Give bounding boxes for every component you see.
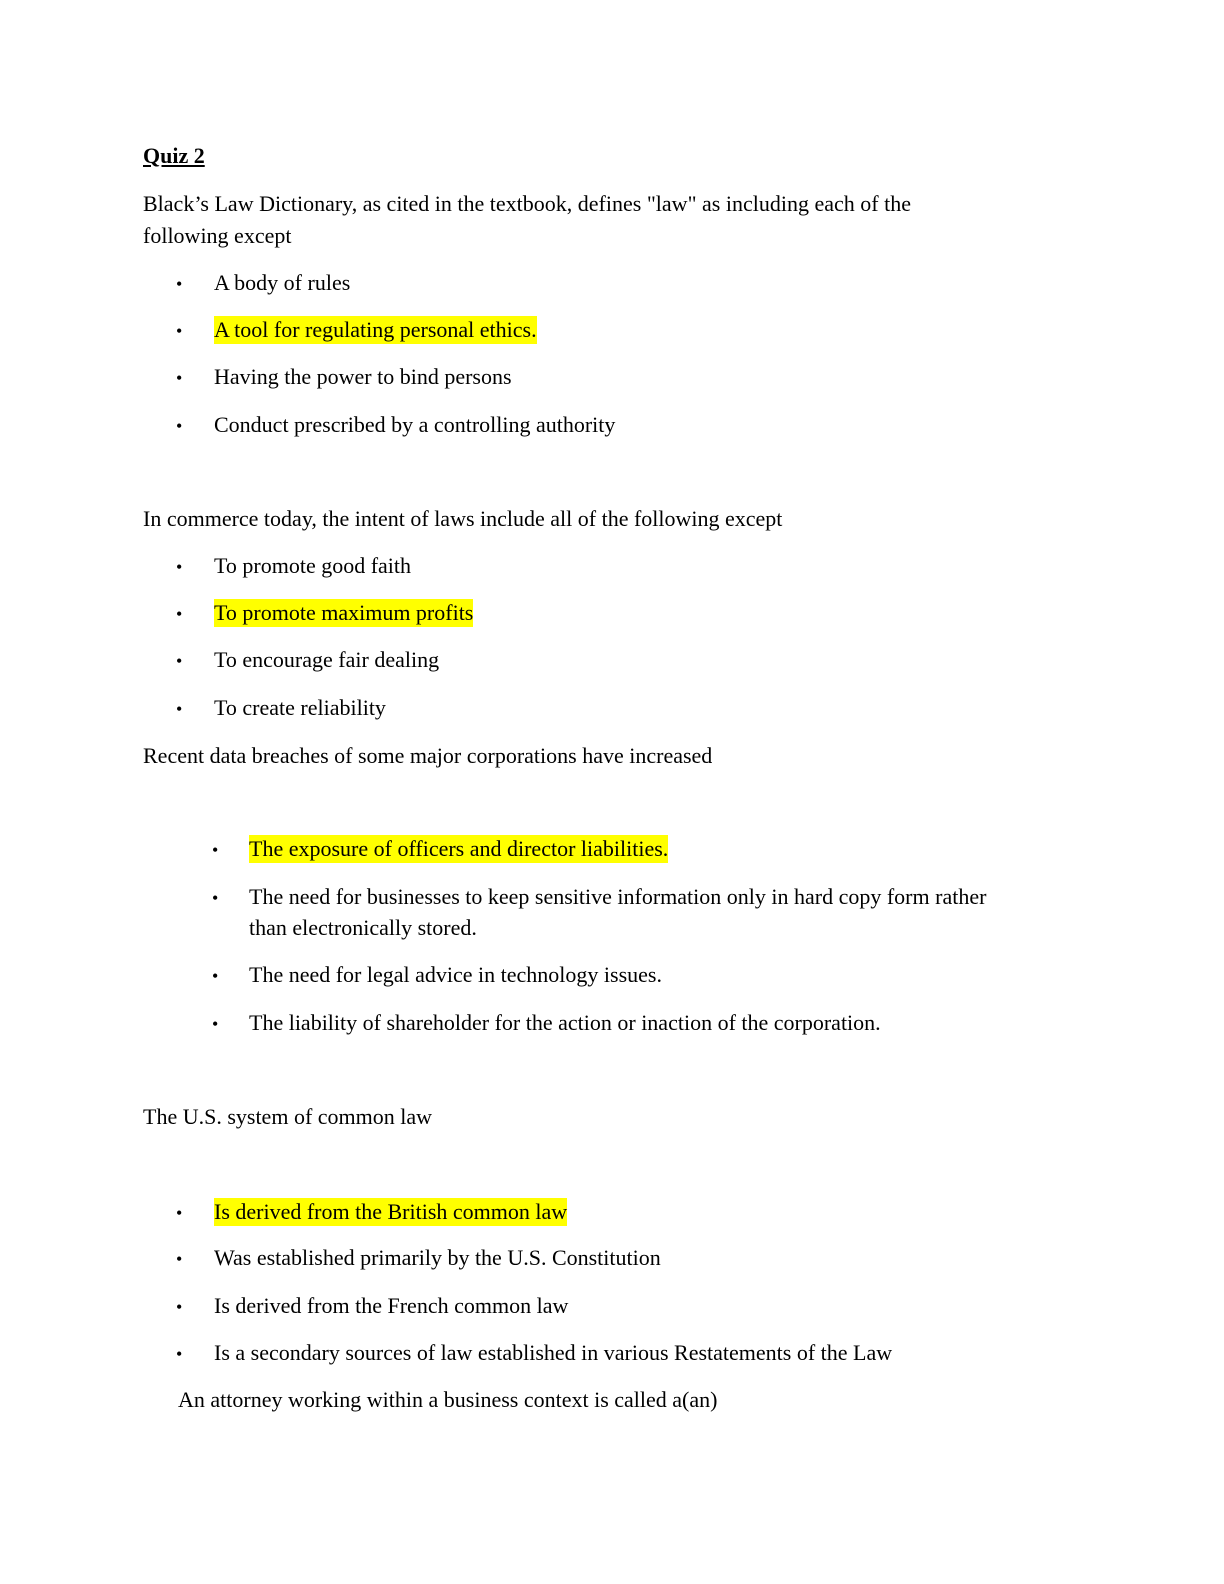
option-cont: than electronically stored. [249, 915, 477, 940]
question-3: Recent data breaches of some major corporations have increased [143, 743, 713, 768]
question-5: An attorney working within a business context is called a(an) [178, 1387, 718, 1412]
option: Is derived from the French common law [214, 1293, 569, 1318]
page-title: Quiz 2 [143, 143, 205, 168]
bullet-icon: • [176, 1249, 183, 1269]
bullet-icon: • [176, 321, 183, 341]
option: The liability of shareholder for the action or inaction of the corporation. [249, 1010, 881, 1035]
option-answer: To promote maximum profits [214, 600, 474, 625]
option: Having the power to bind persons [214, 364, 512, 389]
bullet-icon: • [212, 1014, 219, 1034]
bullet-icon: • [176, 274, 183, 294]
bullet-icon: • [176, 604, 183, 624]
question-1: Black’s Law Dictionary, as cited in the textbook, defines "law" as including each of the [143, 191, 911, 216]
bullet-icon: • [176, 1203, 183, 1223]
bullet-icon: • [176, 368, 183, 388]
bullet-icon: • [176, 557, 183, 577]
option: To encourage fair dealing [214, 647, 440, 672]
bullet-icon: • [176, 1297, 183, 1317]
bullet-icon: • [176, 416, 183, 436]
bullet-icon: • [212, 840, 219, 860]
bullet-icon: • [212, 888, 219, 908]
option: To promote good faith [214, 553, 412, 578]
option: The need for legal advice in technology issues. [249, 962, 662, 987]
option-answer: A tool for regulating personal ethics. [214, 317, 537, 342]
option: A body of rules [214, 270, 351, 295]
option: Was established primarily by the U.S. Constitution [214, 1245, 661, 1270]
option: The need for businesses to keep sensitive information only in hard copy form rather [249, 884, 987, 909]
option: Conduct prescribed by a controlling authority [214, 412, 616, 437]
bullet-icon: • [176, 651, 183, 671]
option: Is a secondary sources of law established in various Restatements of the Law [214, 1340, 893, 1365]
bullet-icon: • [176, 1344, 183, 1364]
bullet-icon: • [176, 699, 183, 719]
option-answer: The exposure of officers and director liabilities. [249, 836, 669, 861]
question-4: The U.S. system of common law [143, 1104, 433, 1129]
bullet-icon: • [212, 966, 219, 986]
option: To create reliability [214, 695, 386, 720]
option-answer: Is derived from the British common law [214, 1199, 568, 1224]
question-2: In commerce today, the intent of laws include all of the following except [143, 506, 783, 531]
question-1-cont: following except [143, 223, 292, 248]
